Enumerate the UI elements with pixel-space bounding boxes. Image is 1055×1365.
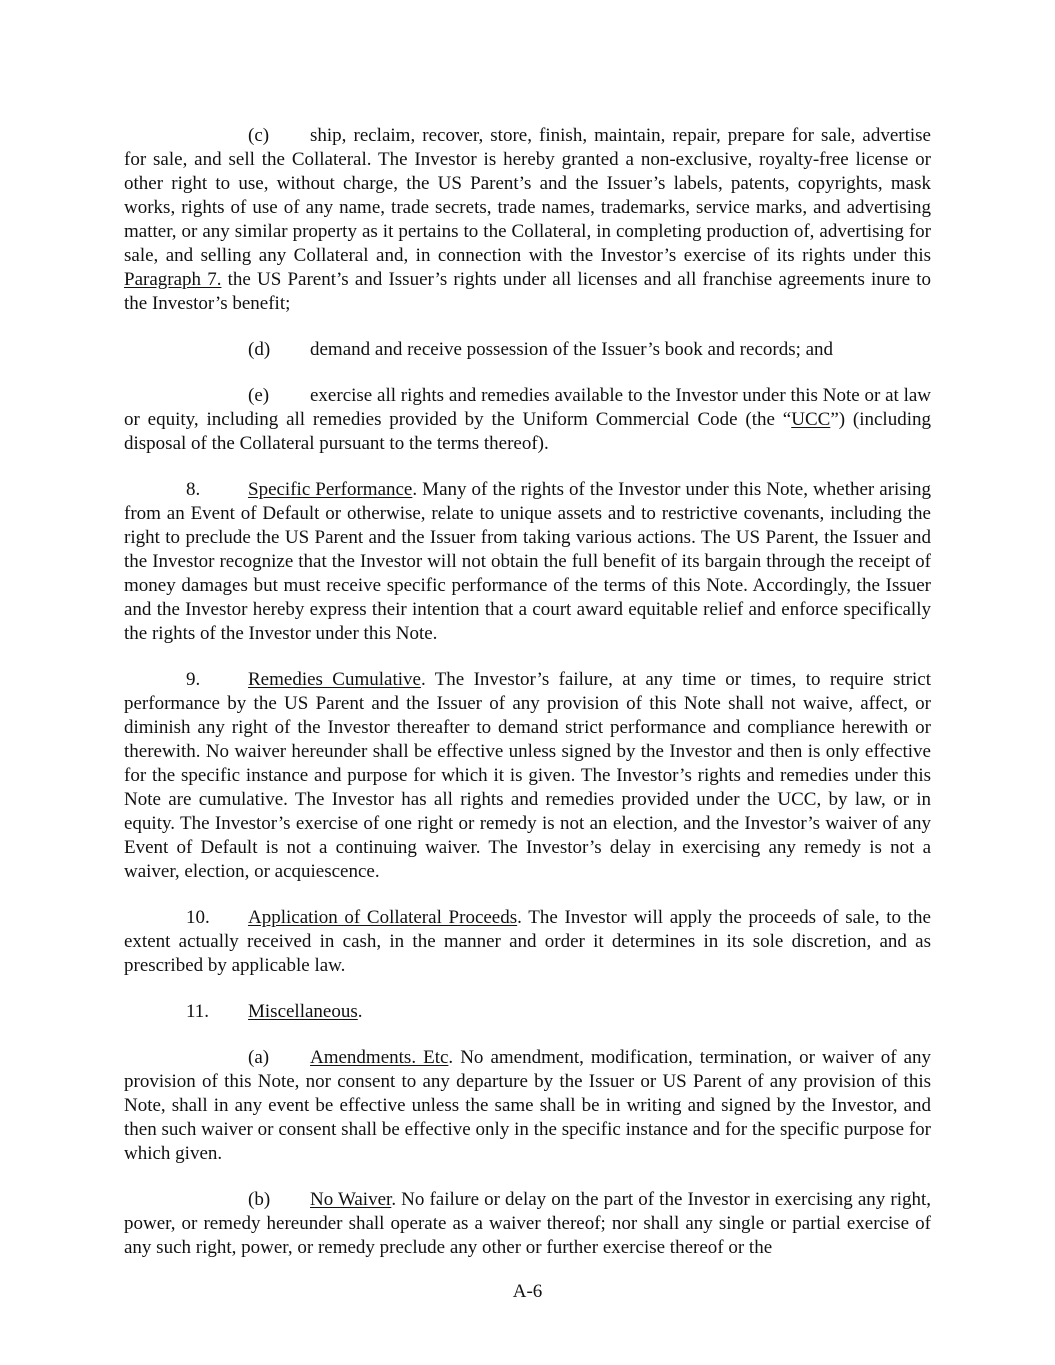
section-11-text: . bbox=[357, 1001, 363, 1022]
section-9 bbox=[124, 668, 931, 884]
section-9-heading: Remedies Cumulative bbox=[248, 669, 421, 690]
section-11b bbox=[124, 1188, 931, 1260]
section-10-number: 10. bbox=[186, 907, 210, 928]
item-label-c: (c) bbox=[248, 125, 270, 146]
section-11b-text: . No failure or delay on the part of the Investor in exercising any right, power, or remedy hereunder shall operate as a waiver thereof; nor shall any single or partial exercise of any such right, power, or remedy preclude any other or further exercise thereof or the bbox=[124, 1189, 932, 1258]
item-label-11b: (b) bbox=[248, 1189, 271, 1210]
section-11 bbox=[124, 1000, 931, 1024]
section-11a-text: . No amendment, modification, termination, or waiver of any provision of this Note, nor consent to any departure by the Issuer or US Parent of any provision of this Note, shall in any event be effective unless the same shall be in writing and signed by the Investor, and then such waiver or consent shall be effective only in the specific instance and for the specific purpose for which given. bbox=[124, 1047, 931, 1164]
section-8 bbox=[124, 478, 931, 646]
paragraph-7-reference: Paragraph 7. bbox=[124, 269, 222, 290]
section-11a-heading: Amendments. Etc bbox=[310, 1047, 449, 1068]
section-9-number: 9. bbox=[186, 669, 201, 690]
paragraph-c bbox=[124, 124, 931, 316]
section-8-heading: Specific Performance bbox=[248, 479, 413, 500]
paragraph-e bbox=[124, 384, 931, 456]
section-11b-heading: No Waiver bbox=[310, 1189, 392, 1210]
page-number: A-6 bbox=[512, 1281, 543, 1302]
section-11-heading: Miscellaneous bbox=[248, 1001, 358, 1022]
item-label-11a: (a) bbox=[248, 1047, 270, 1068]
paragraph-d-text: demand and receive possession of the Issuer’s book and records; and bbox=[310, 339, 834, 360]
item-label-d: (d) bbox=[248, 339, 271, 360]
document-body bbox=[124, 124, 931, 1282]
section-8-text: . Many of the rights of the Investor under this Note, whether arising from an Event of Default or otherwise, relate to unique assets and to restrictive covenants, including the right to preclude the US Parent and the Issuer from taking various actions. The US Parent, the Issuer and the Investor recognize that the Investor will not obtain the full benefit of its bargain through the receipt of money damages but must receive specific performance of the terms of this Note. Accordingly, the Issuer and the Investor hereby express their intention that a court award equitable relief and enforce specifically the rights of the Investor under this Note. bbox=[124, 479, 932, 644]
item-label-e: (e) bbox=[248, 385, 270, 406]
ucc-defined-term: UCC bbox=[791, 409, 831, 430]
paragraph-e-text-1: exercise all rights and remedies available to the Investor under this Note or at law or equity, including all remedies provided by the Uniform Commercial Code (the “ bbox=[124, 385, 931, 430]
section-11a bbox=[124, 1046, 931, 1166]
section-10 bbox=[124, 906, 931, 978]
paragraph-d bbox=[124, 338, 931, 362]
section-10-heading: Application of Collateral Proceeds bbox=[248, 907, 518, 928]
section-11-number: 11. bbox=[186, 1001, 210, 1022]
section-8-number: 8. bbox=[186, 479, 201, 500]
paragraph-e-text-2: ”) (including disposal of the Collateral pursuant to the terms thereof). bbox=[124, 409, 931, 454]
paragraph-c-text-2: the US Parent’s and Issuer’s rights under all licenses and all franchise agreements inure to the Investor’s benefit; bbox=[124, 269, 931, 314]
section-9-text: . The Investor’s failure, at any time or times, to require strict performance by the US Parent and the Issuer of any provision of this Note shall not waive, affect, or diminish any right of the Investor thereafter to demand strict performance and compliance herewith or therewith. No waiver hereunder shall be effective unless signed by the Investor and then is only effective for the specific instance and purpose for which it is given. The Investor’s rights and remedies under this Note are cumulative. The Investor has all rights and remedies provided under the UCC, by law, or in equity. The Investor’s exercise of one right or remedy is not an election, and the Investor’s waiver of any Event of Default is not a continuing waiver. The Investor’s delay in exercising any remedy is not a waiver, election, or acquiescence. bbox=[124, 669, 931, 882]
section-10-text: . The Investor will apply the proceeds of sale, to the extent actually received in cash, in the manner and order it determines in its sole discretion, and as prescribed by applicable law. bbox=[124, 907, 931, 976]
paragraph-c-text-1: ship, reclaim, recover, store, finish, maintain, repair, prepare for sale, advertise for sale, and sell the Collateral. The Investor is hereby granted a non-exclusive, royalty-free license or other right to use, without charge, the US Parent’s and the Issuer’s labels, patents, copyrights, mask works, rights of use of any name, trade secrets, trade names, trademarks, service marks, and advertising matter, or any similar property as it pertains to the Collateral, in completing production of, advertising for sale, and selling any Collateral and, in connection with the Investor’s exercise of its rights under this bbox=[124, 125, 931, 266]
